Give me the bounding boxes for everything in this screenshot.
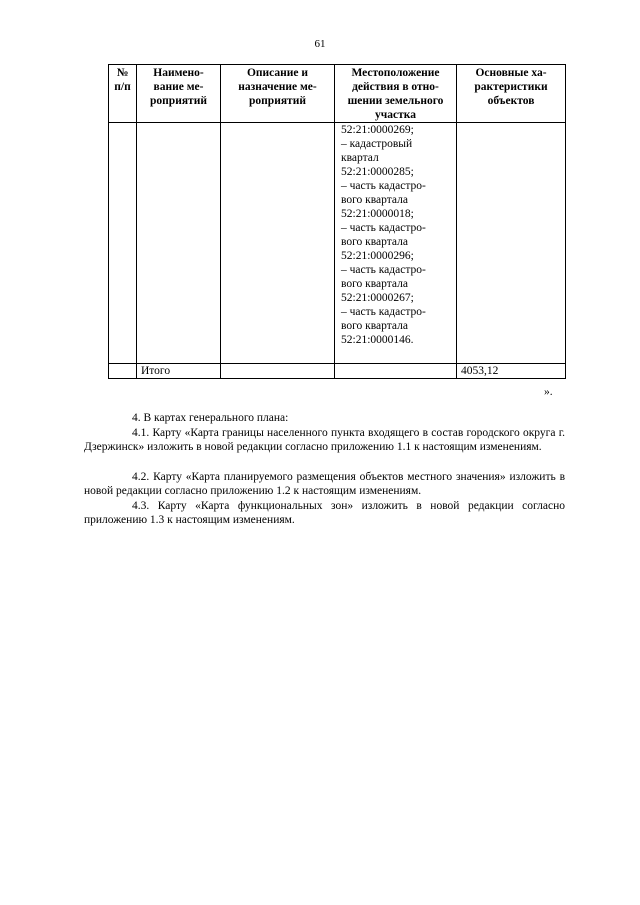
location-line: вого квартала (341, 194, 408, 206)
cell-location (335, 123, 457, 364)
location-line: – кадастровый (341, 138, 413, 150)
total-number-cell (109, 364, 137, 379)
location-line: 52:21:0000269; (341, 124, 414, 136)
total-description-cell (221, 364, 335, 379)
paragraph-4-1: 4.1. Карту «Карта границы населенного пункта входящего в состав городского округа г. Дзержинск» изложить в новой редакции согласно приложению 1.1 к настоящим изменениям. (84, 427, 565, 453)
location-line: – часть кадастро- (341, 264, 426, 276)
location-line: – часть кадастро- (341, 306, 426, 318)
measures-table (108, 64, 566, 379)
paragraph-4-3: 4.3. Карту «Карта функциональных зон» изложить в новой редакции согласно приложению 1.3 к настоящим изменениям. (84, 500, 565, 526)
paragraph-4-2: 4.2. Карту «Карта планируемого размещения объектов местного значения» изложить в новой редакции согласно приложению 1.2 к настоящим изменениям. (84, 471, 565, 497)
location-line: 52:21:0000146. (341, 334, 414, 346)
location-line: – часть кадастро- (341, 222, 426, 234)
closing-quote: ». (544, 386, 553, 398)
table-total-row (109, 364, 566, 379)
location-line: 52:21:0000267; (341, 292, 414, 304)
location-line: 52:21:0000296; (341, 250, 414, 262)
page-number: 61 (314, 38, 326, 50)
location-line: вого квартала (341, 236, 408, 248)
header-description: Описание и назначение ме-роприятий (221, 65, 335, 123)
cell-name (137, 123, 221, 364)
paragraph-maps-heading: 4. В картах генерального плана: (132, 412, 289, 424)
location-line: 52:21:0000018; (341, 208, 414, 220)
location-line: квартал (341, 152, 379, 164)
total-value: 4053,12 (457, 364, 566, 379)
total-label: Итого (137, 364, 221, 379)
header-characteristics: Основные ха-рактеристики объектов (457, 65, 566, 123)
cell-description (221, 123, 335, 364)
header-number: № п/п (109, 65, 137, 123)
table-row (109, 123, 566, 364)
location-line: 52:21:0000285; (341, 166, 414, 178)
header-name: Наимено-вание ме-роприятий (137, 65, 221, 123)
cell-number (109, 123, 137, 364)
location-line: – часть кадастро- (341, 180, 426, 192)
table-header-row (109, 65, 566, 123)
header-location: Местоположение действия в отно-шении земельного участка (335, 65, 457, 123)
total-location-cell (335, 364, 457, 379)
location-line: вого квартала (341, 278, 408, 290)
location-line: вого квартала (341, 320, 408, 332)
cell-characteristics (457, 123, 566, 364)
